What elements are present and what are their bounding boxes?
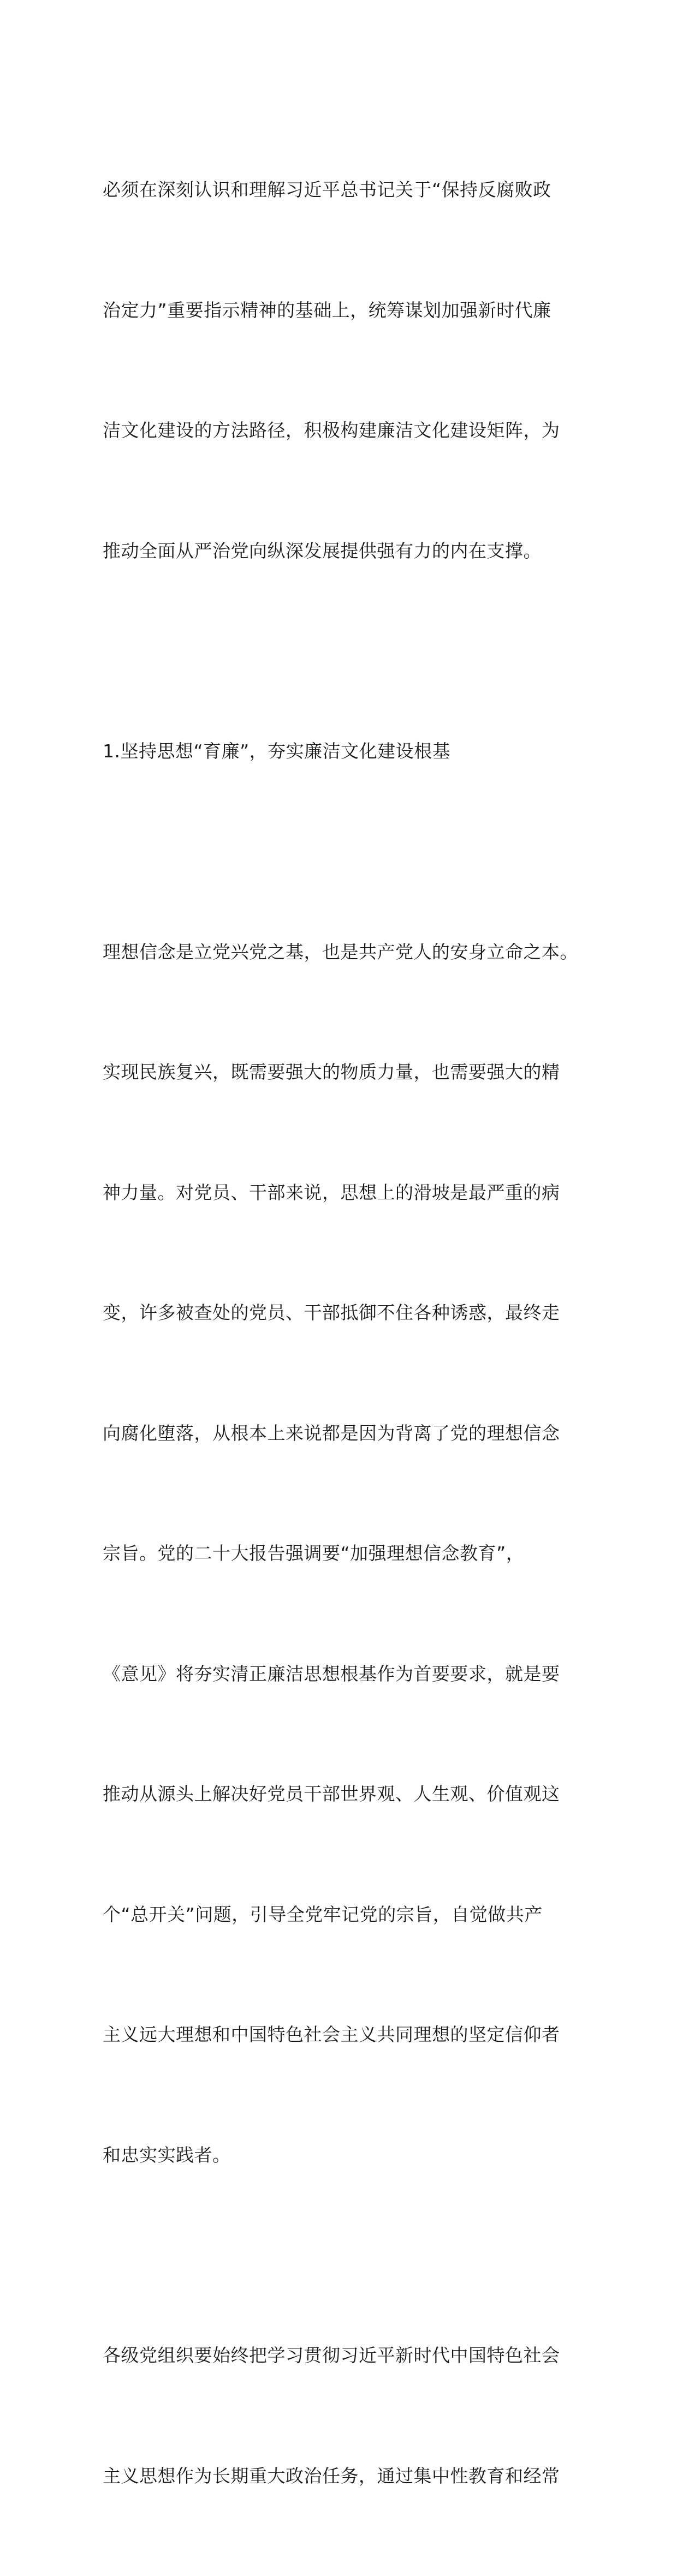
heading-line: 1.坚持思想“育廉”，夯实廉洁文化建设根基 (103, 740, 451, 762)
paragraph-ideals (103, 852, 583, 2256)
text-line: 和忠实实践者。 (103, 2144, 231, 2166)
text-line: 各级党组织要始终把学习贯彻习近平新时代中国特色社会 (103, 2345, 560, 2366)
document-body (103, 89, 583, 2576)
text-line: 必须在深刻认识和理解习近平总书记关于“保持反腐败政 (103, 179, 551, 200)
text-line: 推动全面从严治党向纵深发展提供强有力的内在支撑。 (103, 540, 542, 561)
text-line: 主义思想作为长期重大政治任务，通过集中性教育和经常 (103, 2465, 560, 2487)
text-line: 实现民族复兴，既需要强大的物质力量，也需要强大的精 (103, 1061, 560, 1083)
text-line: 推动从源头上解决好党员干部世界观、人生观、价值观这 (103, 1783, 560, 1804)
section-heading (103, 651, 583, 852)
text-line: 《意见》将夯实清正廉洁思想根基作为首要要求，就是要 (103, 1663, 560, 1684)
text-line: 个“总开关”问题，引导全党牢记党的宗旨，自觉做共产 (103, 1903, 543, 1925)
text-line: 神力量。对党员、干部来说，思想上的滑坡是最严重的病 (103, 1181, 560, 1203)
paragraph-party-organizations (103, 2255, 583, 2576)
text-line: 向腐化堕落，从根本上来说都是因为背离了党的理想信念 (103, 1422, 560, 1444)
text-line: 洁文化建设的方法路径，积极构建廉洁文化建设矩阵，为 (103, 420, 560, 441)
text-line: 治定力”重要指示精神的基础上，统筹谋划加强新时代廉 (103, 299, 551, 321)
text-line: 主义远大理想和中国特色社会主义共同理想的坚定信仰者 (103, 2024, 560, 2045)
text-line: 宗旨。党的二十大报告强调要“加强理想信念教育”， (103, 1543, 525, 1564)
paragraph-intro (103, 89, 583, 651)
text-line: 变，许多被查处的党员、干部抵御不住各种诱惑，最终走 (103, 1302, 560, 1323)
text-line: 理想信念是立党兴党之基，也是共产党人的安身立命之本。 (103, 941, 578, 963)
